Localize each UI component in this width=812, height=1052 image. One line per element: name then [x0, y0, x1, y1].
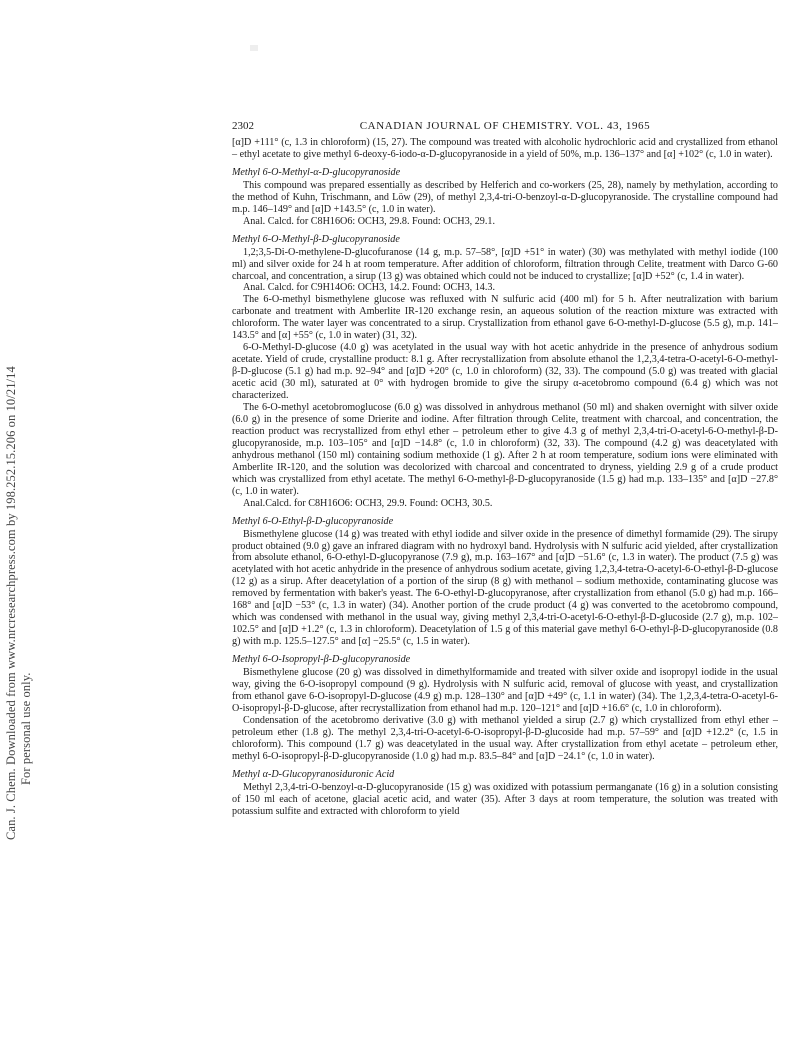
paragraph: [α]D +111° (c, 1.3 in chloroform) (15, 27). The compound was treated with alcoholic hydrochloric acid and crystallized from ethanol – ethyl acetate to give methyl 6-deoxy-6-iodo-α-D-glucopyranoside in a yield of 50%, m.p. 136–137° and [α] +102° (c, 1.0 in water).	[232, 137, 778, 160]
paragraph: This compound was prepared essentially as described by Helferich and co-workers (25, 28), namely by methylation, according to the method of Kuhn, Trischmann, and Löw (29), of methyl 2,3,4-tri-O-benzoyl-α-D-glucopyranoside. The crystalline compound had m.p. 146–149° and [α]D +143.5° (c, 1.0 in water).	[232, 179, 778, 215]
personal-use-notice: For personal use only.	[19, 672, 33, 785]
section-heading: Methyl 6-O-Ethyl-β-D-glucopyranoside	[232, 515, 394, 527]
paragraph: Condensation of the acetobromo derivative (3.0 g) with methanol yielded a sirup (2.7 g) which crystallized from ethyl ether – petroleum ether (1.8 g). The methyl 2,3,4-tri-O-acetyl-6-O-isopropyl-β-D-glucoside had m.p. 57–59° and [α]D +12.2° (c, 1.5 in chloroform). This compound (1.7 g) was deacetylated in the usual way. After crystallization from ethyl acetate – petroleum ether, methyl 6-O-isopropyl-β-D-glucopyranoside (1.0 g) had m.p. 83.5–84° and [α]D −24.1° (c, 1.0 in water).	[232, 714, 778, 762]
section-heading: Methyl α-D-Glucopyranosiduronic Acid	[232, 768, 395, 780]
paragraph: 6-O-Methyl-D-glucose (4.0 g) was acetylated in the usual way with hot acetic anhydride in the presence of anhydrous sodium acetate. Yield of crude, crystalline product: 8.1 g. After recrystallization from absolute ethanol the 1,2,3,4-tetra-O-acetyl-6-O-methyl-β-D-glucose (5.1 g) had m.p. 92–94° and [α]D +20° (c, 1.0 in chloroform) (32, 33). The compound (5.0 g) was treated with glacial acetic acid (30 ml), saturated at 0° with hydrogen bromide to give the sirupy α-acetobromo compound (6.4 g) which was not characterized.	[232, 342, 778, 402]
paragraph: The 6-O-methyl bismethylene glucose was refluxed with N sulfuric acid (400 ml) for 5 h. After neutralization with barium carbonate and treatment with Amberlite IR-120 exchange resin, an aqueous solution of the reaction mixture was extracted with chloroform. The water layer was concentrated to a sirup. Crystallization from ethanol gave 6-O-methyl-D-glucose (5.5 g), m.p. 141–143.5° and [α] +55° (c, 1.0 in water) (31, 32).	[232, 294, 778, 342]
download-watermark	[2, 240, 36, 840]
paragraph: Bismethylene glucose (20 g) was dissolved in dimethylformamide and treated with silver oxide and isopropyl iodide in the usual way, giving the 6-O-isopropyl compound (9 g). Hydrolysis with N sulfuric acid, removal of glucose with yeast, and crystallization from ethanol gave 6-O-isopropyl-D-glucose (4.9 g) m.p. 128–130° and [α]D +49° (c, 1.1 in water) (34). The 1,2,3,4-tetra-O-acetyl-6-O-isopropyl-β-D-glucose, after recrystallization from ethanol had m.p. 120–121° and [α]D +16.6° (c, 1.0 in chloroform).	[232, 667, 778, 714]
paragraph: 1,2;3,5-Di-O-methylene-D-glucofuranose (14 g, m.p. 57–58°, [α]D +51° in water) (30) was methylated with methyl iodide (100 ml) and silver oxide for 24 h at room temperature. After addition of chloroform, filtration through Celite, treatment with Darco G-60 charcoal, and concentration, a sirup (13 g) was obtained which could not be induced to crystallize; [α]D +52° (c, 1.4 in water).	[232, 246, 778, 282]
journal-title: CANADIAN JOURNAL OF CHEMISTRY. VOL. 43, 1965	[359, 120, 651, 132]
section-heading: Methyl 6-O-Isopropyl-β-D-glucopyranoside	[232, 654, 411, 666]
section-heading: Methyl 6-O-Methyl-β-D-glucopyranoside	[232, 233, 400, 245]
analysis-line: Anal.Calcd. for C8H16O6: OCH3, 29.9. Found: OCH3, 30.5.	[243, 497, 493, 509]
paragraph: Methyl 2,3,4-tri-O-benzoyl-α-D-glucopyranoside (15 g) was oxidized with potassium permanganate (16 g) in a solution consisting of 150 ml each of acetone, glacial acetic acid, and water (35). After 3 days at room temperature, the solution was treated with potassium sulfite and extracted with chloroform to yield	[232, 781, 778, 817]
article-body	[232, 137, 778, 817]
download-notice: Can. J. Chem. Downloaded from www.nrcresearchpress.com by 198.252.15.206 on 10/21/14	[4, 366, 18, 840]
analysis-line: Anal. Calcd. for C9H14O6: OCH3, 14.2. Found: OCH3, 14.3.	[243, 282, 495, 294]
running-header	[232, 120, 778, 136]
page-number: 2302	[232, 120, 254, 132]
section-heading: Methyl 6-O-Methyl-α-D-glucopyranoside	[232, 166, 401, 178]
paragraph: Bismethylene glucose (14 g) was treated with ethyl iodide and silver oxide in the presence of dimethyl formamide (29). The sirupy product obtained (9.0 g) gave an infrared diagram with no hydroxyl band. Hydrolysis with N sulfuric acid yielded, after crystallization from absolute ethanol, 6-O-ethyl-D-glucopyranose (7.9 g), m.p. 163–167° and [α]D −51.6° (c, 1.3 in water). The product (7.5 g) was acetylated with hot acetic anhydride in the presence of anhydrous sodium acetate, giving 1,2,3,4-tetra-O-acetyl-6-O-ethyl-β-D-glucose (12 g) as a sirup. After deacetylation of a portion of the sirup (8 g) with methanol – sodium methoxide, contaminating glucose was removed by fermentation with baker's yeast. The 6-O-ethyl-D-glucopyranose, after crystallization from ethanol (5.0 g) had m.p. 166–168° and [α]D −53° (c, 1.3 in water) (34). Another portion of the crude product (4 g) was converted to the acetobromo compound, which was condensed with methanol in the usual way, giving methyl 2,3,4-tri-O-acetyl-6-O-ethyl-β-D-glucoside (2.7 g), m.p. 102–102.5° and [α]D +1.2° (c, 1.3 in chloroform). Deacetylation of 1.5 g of this material gave methyl 6-O-ethyl-β-D-glucopyranoside (0.8 g) with m.p. 125.5–127.5° and [α] −25.5° (c, 1.5 in water).	[232, 528, 778, 648]
scan-speck	[250, 45, 258, 51]
analysis-line: Anal. Calcd. for C8H16O6: OCH3, 29.8. Found: OCH3, 29.1.	[243, 215, 495, 227]
paragraph: The 6-O-methyl acetobromoglucose (6.0 g) was dissolved in anhydrous methanol (50 ml) and shaken overnight with silver oxide (6.0 g) in the presence of some Drierite and iodine. After filtration through Celite, treatment with charcoal, and concentration, the reaction product was recrystallized from ethyl ether – petroleum ether to give 4.3 g of methyl 2,3,4-tri-O-acetyl-6-O-methyl-β-D-glucopyranoside, m.p. 103–105° and [α]D −14.8° (c, 1.0 in chloroform) (32, 33). The compound (4.2 g) was deacetylated with anhydrous methanol (150 ml) containing sodium methoxide (1 g). After 2 h at room temperature, sodium ions were eliminated with Amberlite IR-120, and the solution was decolorized with charcoal and concentrated to dryness, yielding 2.9 g of a crude product which was crystallized from ethyl acetate. The methyl 6-O-methyl-β-D-glucopyranoside (1.5 g) had m.p. 133–135° and [α]D −27.8° (c, 1.0 in water).	[232, 402, 778, 497]
